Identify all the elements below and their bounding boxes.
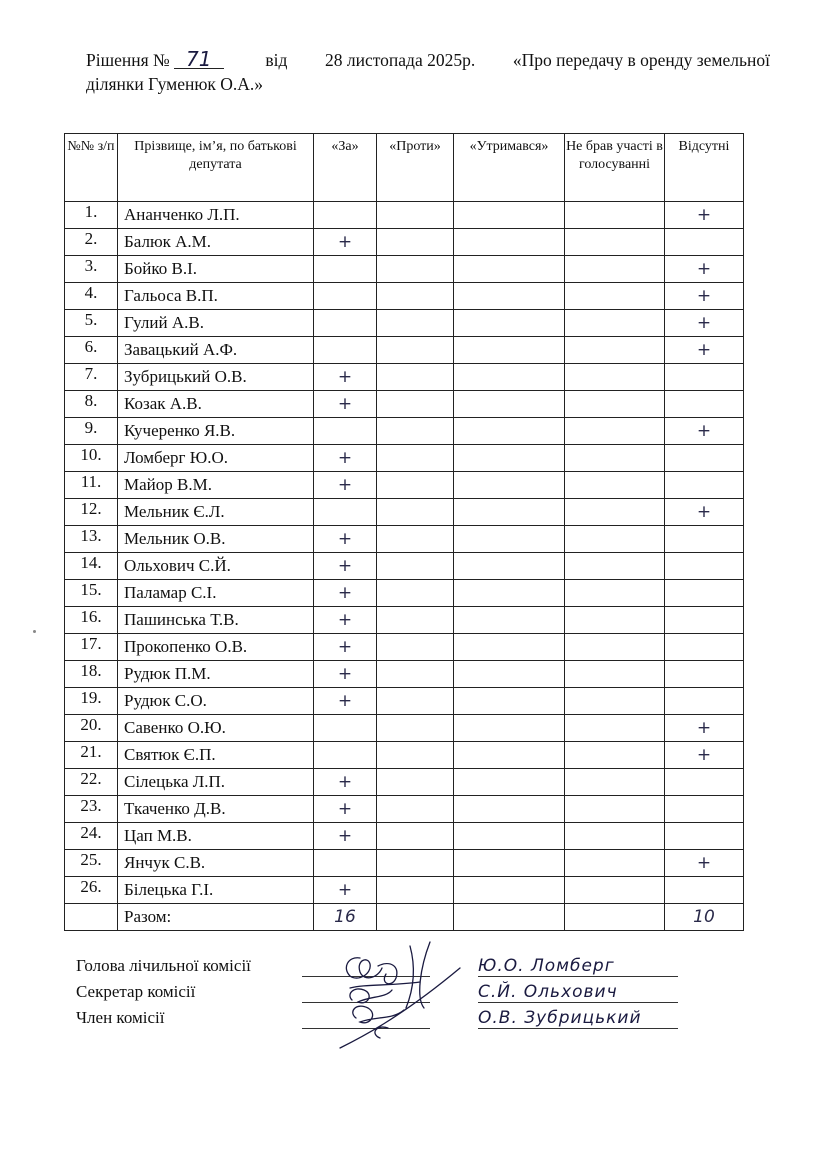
row-number: 26. bbox=[65, 877, 118, 904]
not-voting-cell bbox=[565, 337, 665, 364]
title-subject-a: «Про передачу в оренду земельної bbox=[512, 50, 770, 70]
signature-role: Член комісії bbox=[76, 1008, 165, 1027]
deputy-name: Мельник О.В. bbox=[118, 526, 314, 553]
row-number: 25. bbox=[65, 850, 118, 877]
signature-name: О.В. Зубрицький bbox=[478, 1008, 678, 1029]
table-row bbox=[65, 310, 744, 337]
decision-number: 71 bbox=[174, 50, 224, 69]
vote-against-cell bbox=[377, 310, 454, 337]
absent-mark bbox=[665, 823, 744, 850]
row-number: 2. bbox=[65, 229, 118, 256]
absent-mark bbox=[665, 796, 744, 823]
vote-abstained-cell bbox=[454, 742, 565, 769]
vote-for-mark bbox=[314, 256, 377, 283]
absent-mark bbox=[665, 229, 744, 256]
vote-abstained-cell bbox=[454, 769, 565, 796]
row-number: 8. bbox=[65, 391, 118, 418]
deputy-name: Рудюк С.О. bbox=[118, 688, 314, 715]
deputy-name: Сілецька Л.П. bbox=[118, 769, 314, 796]
deputy-name: Янчук С.В. bbox=[118, 850, 314, 877]
vote-abstained-cell bbox=[454, 202, 565, 229]
total-empty-cell bbox=[65, 904, 118, 931]
deputy-name: Рудюк П.М. bbox=[118, 661, 314, 688]
row-number: 1. bbox=[65, 202, 118, 229]
absent-mark bbox=[665, 445, 744, 472]
vote-for-mark: + bbox=[314, 823, 377, 850]
absent-mark: + bbox=[665, 283, 744, 310]
absent-mark bbox=[665, 553, 744, 580]
vote-against-cell bbox=[377, 229, 454, 256]
not-voting-cell bbox=[565, 472, 665, 499]
vote-against-cell bbox=[377, 715, 454, 742]
table-row bbox=[65, 283, 744, 310]
table-row bbox=[65, 850, 744, 877]
row-number: 6. bbox=[65, 337, 118, 364]
vote-abstained-cell bbox=[454, 364, 565, 391]
deputy-name: Гулий А.В. bbox=[118, 310, 314, 337]
vote-abstained-cell bbox=[454, 229, 565, 256]
not-voting-cell bbox=[565, 769, 665, 796]
vote-against-cell bbox=[377, 661, 454, 688]
table-row bbox=[65, 688, 744, 715]
not-voting-cell bbox=[565, 499, 665, 526]
not-voting-cell bbox=[565, 661, 665, 688]
not-voting-cell bbox=[565, 607, 665, 634]
vote-abstained-cell bbox=[454, 661, 565, 688]
vote-against-cell bbox=[377, 634, 454, 661]
absent-mark bbox=[665, 391, 744, 418]
table-row bbox=[65, 337, 744, 364]
vote-for-mark bbox=[314, 337, 377, 364]
vote-against-cell bbox=[377, 283, 454, 310]
header-abstained: «Утримався» bbox=[454, 134, 565, 202]
vote-for-mark bbox=[314, 202, 377, 229]
signature-name: С.Й. Ольхович bbox=[478, 982, 678, 1003]
table-row bbox=[65, 580, 744, 607]
table-row bbox=[65, 256, 744, 283]
row-number: 16. bbox=[65, 607, 118, 634]
not-voting-cell bbox=[565, 634, 665, 661]
deputy-name: Савенко О.Ю. bbox=[118, 715, 314, 742]
vote-abstained-cell bbox=[454, 553, 565, 580]
vote-for-mark: + bbox=[314, 472, 377, 499]
vote-abstained-cell bbox=[454, 850, 565, 877]
absent-mark bbox=[665, 769, 744, 796]
not-voting-cell bbox=[565, 796, 665, 823]
total-for: 16 bbox=[314, 904, 377, 931]
vote-against-cell bbox=[377, 499, 454, 526]
deputy-name: Кучеренко Я.В. bbox=[118, 418, 314, 445]
not-voting-cell bbox=[565, 364, 665, 391]
vote-abstained-cell bbox=[454, 823, 565, 850]
header-absent: Відсутні bbox=[665, 134, 744, 202]
vote-against-cell bbox=[377, 580, 454, 607]
vote-for-mark bbox=[314, 499, 377, 526]
table-row bbox=[65, 202, 744, 229]
total-against bbox=[377, 904, 454, 931]
scan-speck bbox=[33, 630, 36, 633]
vote-abstained-cell bbox=[454, 688, 565, 715]
deputy-name: Майор В.М. bbox=[118, 472, 314, 499]
not-voting-cell bbox=[565, 742, 665, 769]
deputy-name: Гальоса В.П. bbox=[118, 283, 314, 310]
vote-against-cell bbox=[377, 391, 454, 418]
vote-abstained-cell bbox=[454, 796, 565, 823]
row-number: 19. bbox=[65, 688, 118, 715]
row-number: 17. bbox=[65, 634, 118, 661]
row-number: 5. bbox=[65, 310, 118, 337]
not-voting-cell bbox=[565, 688, 665, 715]
vote-for-mark: + bbox=[314, 661, 377, 688]
vote-abstained-cell bbox=[454, 283, 565, 310]
table-row bbox=[65, 526, 744, 553]
handwritten-signature bbox=[320, 938, 480, 1058]
absent-mark bbox=[665, 364, 744, 391]
absent-mark: + bbox=[665, 499, 744, 526]
vote-abstained-cell bbox=[454, 580, 565, 607]
deputy-name: Зубрицький О.В. bbox=[118, 364, 314, 391]
deputy-name: Цап М.В. bbox=[118, 823, 314, 850]
not-voting-cell bbox=[565, 229, 665, 256]
deputy-name: Ольхович С.Й. bbox=[118, 553, 314, 580]
title-subject-b: ділянки Гуменюк О.А.» bbox=[86, 74, 264, 94]
not-voting-cell bbox=[565, 553, 665, 580]
vote-for-mark: + bbox=[314, 229, 377, 256]
vote-abstained-cell bbox=[454, 337, 565, 364]
row-number: 4. bbox=[65, 283, 118, 310]
row-number: 9. bbox=[65, 418, 118, 445]
row-number: 20. bbox=[65, 715, 118, 742]
absent-mark bbox=[665, 580, 744, 607]
vote-for-mark: + bbox=[314, 634, 377, 661]
vote-against-cell bbox=[377, 445, 454, 472]
table-row bbox=[65, 796, 744, 823]
vote-for-mark: + bbox=[314, 526, 377, 553]
row-number: 14. bbox=[65, 553, 118, 580]
row-number: 12. bbox=[65, 499, 118, 526]
vote-against-cell bbox=[377, 742, 454, 769]
table-header-row bbox=[65, 134, 744, 202]
vote-for-mark: + bbox=[314, 580, 377, 607]
vote-against-cell bbox=[377, 337, 454, 364]
vote-against-cell bbox=[377, 823, 454, 850]
not-voting-cell bbox=[565, 391, 665, 418]
total-absent: 10 bbox=[665, 904, 744, 931]
signature-role: Голова лічильної комісії bbox=[76, 956, 251, 975]
table-row bbox=[65, 229, 744, 256]
deputy-name: Завацький А.Ф. bbox=[118, 337, 314, 364]
vote-against-cell bbox=[377, 796, 454, 823]
deputy-name: Паламар С.І. bbox=[118, 580, 314, 607]
deputy-name: Мельник Є.Л. bbox=[118, 499, 314, 526]
row-number: 18. bbox=[65, 661, 118, 688]
table-row bbox=[65, 499, 744, 526]
vote-against-cell bbox=[377, 850, 454, 877]
vote-abstained-cell bbox=[454, 472, 565, 499]
not-voting-cell bbox=[565, 580, 665, 607]
vote-abstained-cell bbox=[454, 526, 565, 553]
vote-abstained-cell bbox=[454, 877, 565, 904]
vote-for-mark: + bbox=[314, 688, 377, 715]
table-row bbox=[65, 445, 744, 472]
header-number: №№ з/п bbox=[65, 134, 118, 202]
vote-against-cell bbox=[377, 769, 454, 796]
deputy-name: Балюк А.М. bbox=[118, 229, 314, 256]
table-row bbox=[65, 877, 744, 904]
not-voting-cell bbox=[565, 445, 665, 472]
header-not-voting: Не брав участі в голосуванні bbox=[565, 134, 665, 202]
absent-mark: + bbox=[665, 742, 744, 769]
deputy-name: Козак А.В. bbox=[118, 391, 314, 418]
absent-mark: + bbox=[665, 202, 744, 229]
absent-mark bbox=[665, 661, 744, 688]
total-label: Разом: bbox=[118, 904, 314, 931]
table-row bbox=[65, 742, 744, 769]
table-row bbox=[65, 634, 744, 661]
vote-against-cell bbox=[377, 472, 454, 499]
not-voting-cell bbox=[565, 715, 665, 742]
total-not-voting bbox=[565, 904, 665, 931]
vote-for-mark: + bbox=[314, 796, 377, 823]
vote-for-mark: + bbox=[314, 364, 377, 391]
absent-mark: + bbox=[665, 256, 744, 283]
absent-mark: + bbox=[665, 418, 744, 445]
vote-for-mark bbox=[314, 715, 377, 742]
table-row bbox=[65, 418, 744, 445]
table-row bbox=[65, 661, 744, 688]
total-abstained bbox=[454, 904, 565, 931]
deputy-name: Ананченко Л.П. bbox=[118, 202, 314, 229]
vote-abstained-cell bbox=[454, 310, 565, 337]
vote-against-cell bbox=[377, 607, 454, 634]
not-voting-cell bbox=[565, 283, 665, 310]
vote-against-cell bbox=[377, 877, 454, 904]
vote-against-cell bbox=[377, 688, 454, 715]
vote-against-cell bbox=[377, 418, 454, 445]
absent-mark bbox=[665, 877, 744, 904]
signature-name: Ю.О. Ломберг bbox=[478, 956, 678, 977]
row-number: 13. bbox=[65, 526, 118, 553]
row-number: 23. bbox=[65, 796, 118, 823]
vote-for-mark: + bbox=[314, 445, 377, 472]
vote-for-mark bbox=[314, 742, 377, 769]
absent-mark bbox=[665, 607, 744, 634]
title-date: 28 листопада 2025р. bbox=[325, 50, 476, 70]
deputy-name: Білецька Г.І. bbox=[118, 877, 314, 904]
not-voting-cell bbox=[565, 877, 665, 904]
table-row bbox=[65, 391, 744, 418]
not-voting-cell bbox=[565, 202, 665, 229]
vote-for-mark: + bbox=[314, 607, 377, 634]
absent-mark bbox=[665, 526, 744, 553]
not-voting-cell bbox=[565, 850, 665, 877]
row-number: 15. bbox=[65, 580, 118, 607]
document-title bbox=[86, 48, 770, 96]
vote-for-mark: + bbox=[314, 391, 377, 418]
row-number: 10. bbox=[65, 445, 118, 472]
table-row bbox=[65, 715, 744, 742]
vote-against-cell bbox=[377, 202, 454, 229]
absent-mark bbox=[665, 688, 744, 715]
not-voting-cell bbox=[565, 310, 665, 337]
vote-abstained-cell bbox=[454, 634, 565, 661]
deputy-name: Бойко В.І. bbox=[118, 256, 314, 283]
vote-for-mark bbox=[314, 310, 377, 337]
row-number: 7. bbox=[65, 364, 118, 391]
vote-abstained-cell bbox=[454, 715, 565, 742]
table-row bbox=[65, 607, 744, 634]
absent-mark bbox=[665, 472, 744, 499]
absent-mark: + bbox=[665, 715, 744, 742]
vote-abstained-cell bbox=[454, 391, 565, 418]
vote-for-mark: + bbox=[314, 553, 377, 580]
row-number: 11. bbox=[65, 472, 118, 499]
absent-mark: + bbox=[665, 310, 744, 337]
vote-abstained-cell bbox=[454, 256, 565, 283]
header-name: Прізвище, ім’я, по батькові депутата bbox=[118, 134, 314, 202]
header-for: «За» bbox=[314, 134, 377, 202]
row-number: 3. bbox=[65, 256, 118, 283]
signature-role: Секретар комісії bbox=[76, 982, 196, 1001]
vote-for-mark bbox=[314, 418, 377, 445]
absent-mark: + bbox=[665, 850, 744, 877]
vote-table bbox=[64, 133, 744, 931]
title-prefix: Рішення № bbox=[86, 50, 170, 70]
deputy-name: Пашинська Т.В. bbox=[118, 607, 314, 634]
vote-for-mark bbox=[314, 850, 377, 877]
vote-against-cell bbox=[377, 364, 454, 391]
absent-mark bbox=[665, 634, 744, 661]
deputy-name: Святюк Є.П. bbox=[118, 742, 314, 769]
table-row bbox=[65, 472, 744, 499]
table-row bbox=[65, 553, 744, 580]
table-row bbox=[65, 823, 744, 850]
table-row bbox=[65, 364, 744, 391]
not-voting-cell bbox=[565, 256, 665, 283]
vote-for-mark: + bbox=[314, 769, 377, 796]
row-number: 22. bbox=[65, 769, 118, 796]
vote-abstained-cell bbox=[454, 499, 565, 526]
title-mid: від bbox=[265, 50, 288, 70]
vote-against-cell bbox=[377, 256, 454, 283]
vote-abstained-cell bbox=[454, 445, 565, 472]
deputy-name: Прокопенко О.В. bbox=[118, 634, 314, 661]
not-voting-cell bbox=[565, 823, 665, 850]
absent-mark: + bbox=[665, 337, 744, 364]
row-number: 24. bbox=[65, 823, 118, 850]
total-row bbox=[65, 904, 744, 931]
deputy-name: Ткаченко Д.В. bbox=[118, 796, 314, 823]
vote-against-cell bbox=[377, 553, 454, 580]
row-number: 21. bbox=[65, 742, 118, 769]
vote-abstained-cell bbox=[454, 418, 565, 445]
vote-against-cell bbox=[377, 526, 454, 553]
vote-for-mark: + bbox=[314, 877, 377, 904]
table-row bbox=[65, 769, 744, 796]
header-against: «Проти» bbox=[377, 134, 454, 202]
deputy-name: Ломберг Ю.О. bbox=[118, 445, 314, 472]
not-voting-cell bbox=[565, 526, 665, 553]
not-voting-cell bbox=[565, 418, 665, 445]
vote-for-mark bbox=[314, 283, 377, 310]
vote-abstained-cell bbox=[454, 607, 565, 634]
